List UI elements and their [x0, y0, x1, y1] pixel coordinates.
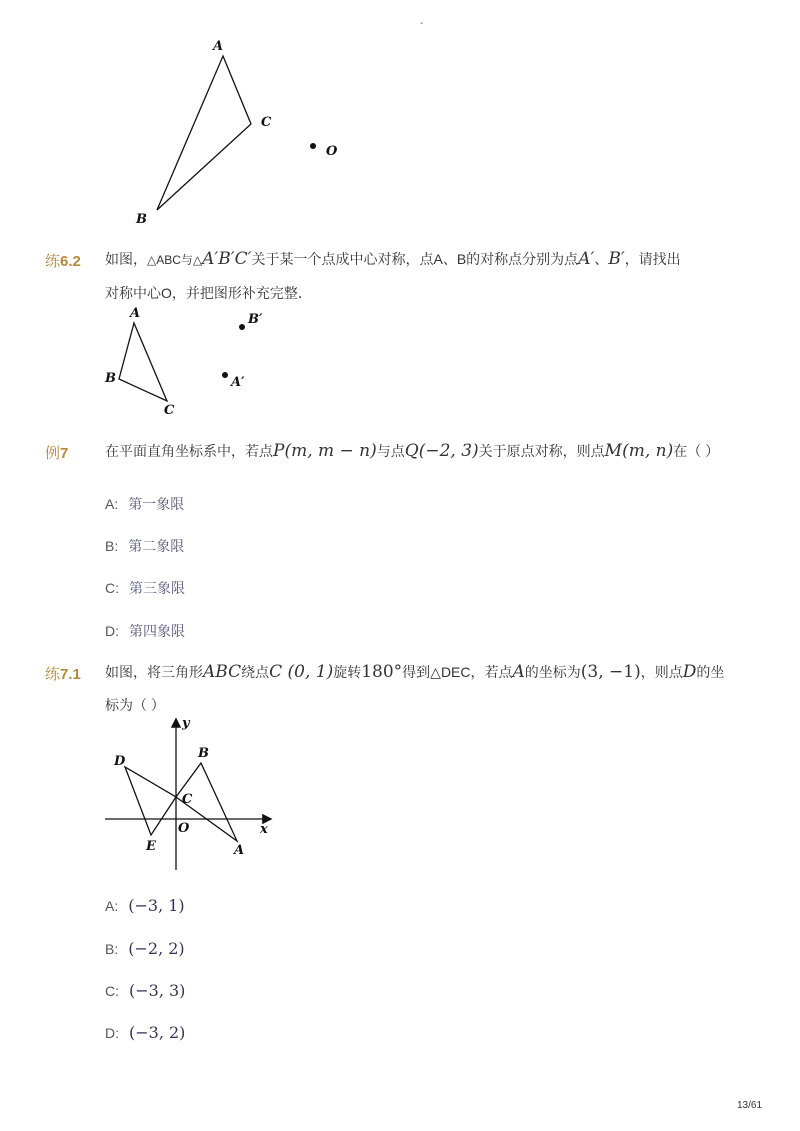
label-y: y	[182, 716, 190, 731]
q71-stem-line1	[105, 661, 724, 683]
point-a-prime	[222, 372, 228, 378]
option-key: C:	[105, 580, 119, 596]
q71-option-d[interactable]	[105, 1023, 185, 1042]
label-a-small: A	[130, 306, 141, 321]
q71-math-abc: ABC	[203, 662, 242, 682]
q71-number: 7.1	[60, 666, 81, 683]
q7-prefix: 例	[45, 445, 61, 462]
q71-math-d: D	[682, 662, 697, 682]
option-text: (−3, 1)	[128, 896, 185, 915]
label-a: A	[213, 39, 224, 54]
label-a-coord: A	[234, 843, 245, 858]
label-x: x	[260, 822, 268, 837]
q7-math-m: M(m, n)	[604, 441, 674, 461]
q7-text-b: 与点	[376, 443, 405, 459]
option-text: (−3, 2)	[129, 1023, 186, 1042]
label-b-small: B	[105, 371, 116, 386]
figure-q62	[100, 305, 263, 420]
label-c-small: C	[164, 403, 175, 418]
q7-math-p: P(m, m − n)	[273, 441, 377, 461]
q7-stem	[105, 440, 719, 462]
label-d: D	[114, 754, 126, 769]
q71-text-f: ，则点	[640, 664, 683, 680]
q62-tri1: △ABC与	[147, 253, 193, 267]
q62-number: 6.2	[60, 253, 81, 270]
q62-math-b-prime: B′	[608, 249, 625, 269]
label-c-coord: C	[182, 792, 193, 807]
q62-text-a: 如图，	[105, 251, 147, 267]
q62-sep: 、	[594, 251, 609, 267]
label-b: B	[136, 212, 147, 227]
figure-coordinate-plane	[100, 715, 280, 875]
label-b-coord: B	[198, 746, 209, 761]
q7-option-b[interactable]	[105, 536, 184, 556]
q62-label	[45, 250, 81, 271]
q7-option-c[interactable]	[105, 578, 185, 598]
q71-text-b: 绕点	[241, 664, 270, 680]
q7-label	[45, 442, 68, 463]
q7-text-c: 关于原点对称，则点	[478, 443, 605, 459]
q7-text-a: 在平面直角坐标系中，若点	[105, 443, 273, 459]
option-text: 第二象限	[128, 538, 185, 554]
option-key: B:	[105, 941, 119, 957]
q71-stem-line2: 标为（ ）	[105, 697, 165, 713]
option-key: A:	[105, 496, 119, 512]
label-b-prime: B′	[248, 312, 263, 327]
label-o: O	[326, 144, 338, 159]
option-key: C:	[105, 983, 119, 999]
option-key: A:	[105, 898, 119, 914]
q7-math-q: Q(−2, 3)	[404, 441, 479, 461]
option-text: (−3, 3)	[129, 981, 186, 1000]
top-mark: -	[420, 18, 424, 29]
option-key: D:	[105, 623, 119, 639]
q71-text-a: 如图，将三角形	[105, 664, 203, 680]
triangle-abc-small	[119, 323, 167, 401]
q7-text-d: 在（ ）	[673, 443, 720, 459]
q71-option-b[interactable]	[105, 939, 185, 958]
label-o-coord: O	[178, 821, 190, 836]
label-a-prime: A′	[231, 375, 245, 390]
q71-prefix: 练	[45, 666, 61, 683]
q62-stem-line2: 对称中心O，并把图形补充完整．	[105, 285, 312, 301]
figure-triangle-abc-point-o	[120, 30, 360, 230]
option-key: D:	[105, 1025, 119, 1041]
q62-text-c: ，请找出	[624, 251, 681, 267]
q62-math-abc-prime: A′B′C′	[202, 249, 252, 269]
label-c: C	[261, 115, 272, 130]
q62-tri2: △	[192, 253, 203, 267]
q7-option-d[interactable]	[105, 621, 185, 641]
q7-option-a[interactable]	[105, 494, 184, 514]
label-e: E	[146, 839, 156, 854]
q71-math-a: A	[512, 662, 525, 682]
q62-stem-line1	[105, 248, 681, 271]
q71-math-coord: (3, −1)	[580, 662, 641, 682]
page-number: 13/61	[737, 1100, 763, 1111]
option-text: 第四象限	[129, 623, 185, 639]
q71-option-a[interactable]	[105, 896, 185, 915]
q71-text-e: 的坐标为	[524, 664, 581, 680]
q71-math-angle: 180°	[361, 662, 403, 682]
q62-math-a-prime: A′	[578, 249, 595, 269]
q62-prefix: 练	[45, 253, 61, 270]
point-o	[310, 143, 316, 149]
option-text: (−2, 2)	[128, 939, 185, 958]
option-text: 第一象限	[128, 496, 185, 512]
triangle-abc	[157, 56, 251, 210]
option-text: 第三象限	[129, 580, 185, 596]
q71-math-c: C (0, 1)	[269, 662, 334, 682]
triangle-dec	[125, 767, 176, 835]
q71-label	[45, 663, 81, 684]
q62-text-b: 关于某一个点成中心对称，点A、B的对称点分别为点	[251, 251, 579, 267]
q71-text-d: 得到△DEC，若点	[402, 664, 513, 680]
q71-text-g: 的坐	[696, 664, 725, 680]
point-b-prime	[239, 324, 245, 330]
q71-text-c: 旋转	[333, 664, 362, 680]
option-key: B:	[105, 538, 119, 554]
q7-number: 7	[60, 445, 69, 462]
q71-option-c[interactable]	[105, 981, 185, 1000]
